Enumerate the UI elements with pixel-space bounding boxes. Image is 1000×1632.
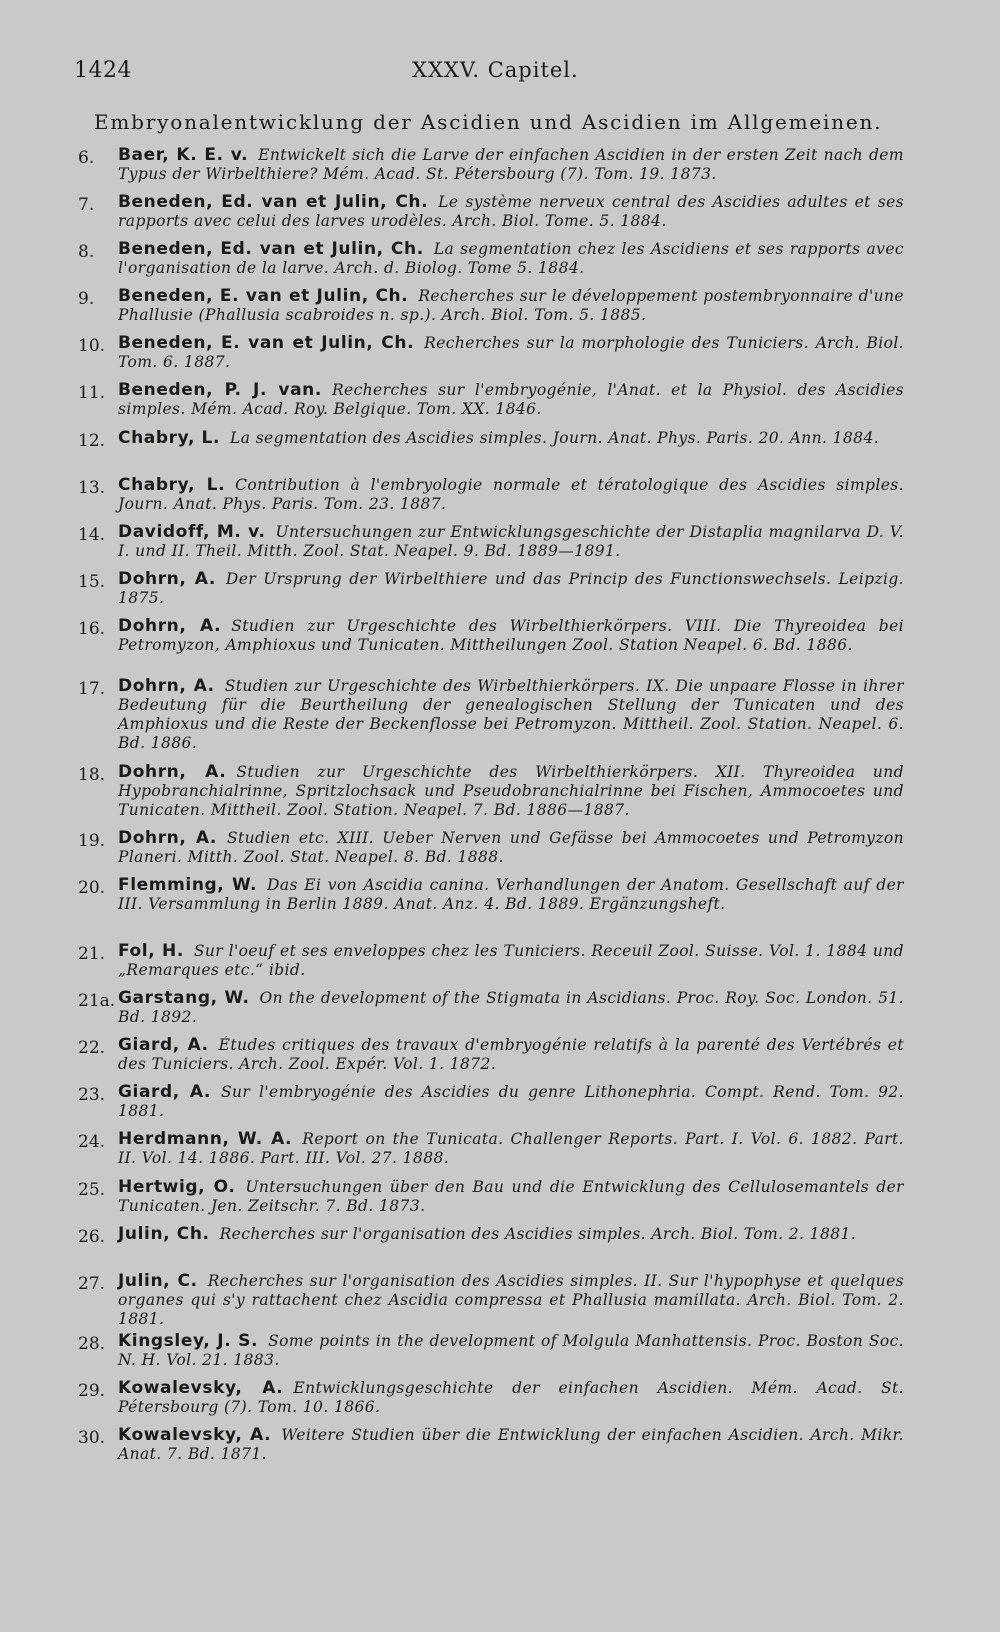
- reference-number: 10.: [78, 336, 106, 357]
- reference-entry: [78, 942, 904, 989]
- reference-author: Julin, Ch.: [118, 1224, 210, 1244]
- reference-author: Dohrn, A.: [118, 616, 222, 636]
- reference-entry: [78, 1083, 904, 1130]
- reference-number: 26.: [78, 1226, 106, 1247]
- reference-author: Dohrn, A.: [118, 828, 217, 848]
- reference-text: On the development of the Stigmata in Ascidians. Proc. Roy. Soc. London. 51. Bd. 1892.: [118, 989, 904, 1027]
- reference-author: Dohrn, A.: [118, 762, 227, 782]
- reference-number: 30.: [78, 1427, 106, 1448]
- reference-text: La segmentation chez les Ascidiens et ses rapports avec l'organisation de la larve. Arch. d. Biolog. Tome 5. 1884.: [118, 240, 904, 278]
- reference-entry: [78, 334, 904, 381]
- reference-entry: [78, 146, 904, 193]
- reference-entry: [78, 989, 904, 1036]
- reference-author: Beneden, Ed. van et Julin, Ch.: [118, 193, 429, 213]
- reference-number: 21.: [78, 944, 106, 965]
- reference-author: Kowalevsky, A.: [118, 1425, 272, 1445]
- reference-author: Beneden, E. van et Julin, Ch.: [118, 334, 415, 354]
- reference-author: Davidoff, M. v.: [118, 522, 266, 542]
- reference-number: 9.: [78, 289, 95, 310]
- reference-text: Report on the Tunicata. Challenger Reports. Part. I. Vol. 6. 1882. Part. II. Vol. 14. 1886. Part. III. Vol. 27. 1888.: [118, 1130, 904, 1168]
- reference-entry: [78, 1036, 904, 1083]
- reference-text: Contribution à l'embryologie normale et tératologique des Ascidies simples. Journ. Anat. Phys. Paris. Tom. 23. 1887.: [118, 475, 904, 513]
- reference-entry: [78, 240, 904, 287]
- reference-text: Recherches sur la morphologie des Tuniciers. Arch. Biol. Tom. 6. 1887.: [118, 334, 904, 372]
- reference-entry: [78, 570, 904, 617]
- reference-author: Dohrn, A.: [118, 676, 215, 696]
- reference-author: Giard, A.: [118, 1036, 209, 1056]
- reference-number: 23.: [78, 1085, 106, 1106]
- reference-author: Beneden, P. J. van.: [118, 381, 322, 401]
- reference-text: Der Ursprung der Wirbelthiere und das Princip des Functionswechsels. Leipzig. 1875.: [118, 569, 904, 607]
- reference-entry: [78, 1130, 904, 1177]
- reference-entry: [78, 193, 904, 240]
- reference-text: Entwicklungsgeschichte der einfachen Ascidien. Mém. Acad. St. Pétersbourg (7). Tom. 10. 1866.: [118, 1378, 904, 1416]
- section-title: Embryonalentwicklung der Ascidien und Ascidien im Allgemeinen.: [94, 110, 883, 134]
- reference-author: Flemming, W.: [118, 876, 258, 896]
- reference-author: Beneden, Ed. van et Julin, Ch.: [118, 240, 424, 260]
- reference-text: Sur l'oeuf et ses enveloppes chez les Tuniciers. Receuil Zool. Suisse. Vol. 1. 1884 und „Remarques etc.“ ibid.: [118, 942, 904, 980]
- reference-text: Studien zur Urgeschichte des Wirbelthierkörpers. XII. Thyreoidea und Hypobranchialrinne, Spritzlochsack und Pseudobranchialrinne bei Fischen, Ammocoetes und Tunicaten. Mittheil. Zool. Station. Neapel. 7. Bd. 1886—1887.: [118, 762, 904, 819]
- chapter-title: XXXV. Capitel.: [412, 58, 579, 82]
- reference-number: 22.: [78, 1038, 106, 1059]
- reference-entry: [78, 476, 904, 523]
- reference-number: 6.: [78, 148, 95, 168]
- reference-text: Études critiques des travaux d'embryogénie relatifs à la parenté des Vertébrés et des Tuniciers. Arch. Zool. Expér. Vol. 1. 1872.: [118, 1036, 904, 1074]
- reference-text: Studien zur Urgeschichte des Wirbelthierkörpers. VIII. Die Thyreoidea bei Petromyzon, Amphioxus und Tunicaten. Mittheilungen Zool. Station Neapel. 6. Bd. 1886.: [118, 616, 904, 654]
- reference-number: 18.: [78, 764, 106, 785]
- reference-text: Weitere Studien über die Entwicklung der einfachen Ascidien. Arch. Mikr. Anat. 7. Bd. 1871.: [118, 1425, 904, 1463]
- reference-entry: [78, 1178, 904, 1225]
- reference-author: Fol, H.: [118, 942, 184, 962]
- reference-number: 29.: [78, 1380, 106, 1401]
- reference-author: Giard, A.: [118, 1083, 211, 1103]
- reference-number: 13.: [78, 477, 106, 498]
- reference-author: Hertwig, O.: [118, 1177, 236, 1197]
- reference-entry: [78, 829, 904, 876]
- reference-number: 8.: [78, 242, 95, 263]
- reference-entry: [78, 1426, 904, 1473]
- running-header: [0, 58, 1000, 92]
- reference-text: Recherches sur l'organisation des Ascidies simples. II. Sur l'hypophyse et quelques organes qui s'y rattachent chez Ascidia compressa et Phallusia mamillata. Arch. Biol. Tom. 2. 1881.: [118, 1271, 904, 1328]
- reference-text: Untersuchungen über den Bau und die Entwicklung des Cellulosemantels der Tunicaten. Jen. Zeitschr. 7. Bd. 1873.: [118, 1177, 904, 1215]
- reference-number: 24.: [78, 1132, 106, 1153]
- page-number: 1424: [74, 58, 132, 83]
- reference-text: Untersuchungen zur Entwicklungsgeschichte der Distaplia magnilarva D. V. I. und II. Theil. Mitth. Zool. Stat. Neapel. 9. Bd. 1889—1891.: [118, 522, 904, 560]
- reference-text: Recherches sur l'embryogénie, l'Anat. et la Physiol. des Ascidies simples. Mém. Acad. Roy. Belgique. Tom. XX. 1846.: [118, 381, 904, 419]
- reference-text: Das Ei von Ascidia canina. Verhandlungen der Anatom. Gesellschaft auf der III. Versammlung in Berlin 1889. Anat. Anz. 4. Bd. 1889. Ergänzungsheft.: [118, 876, 904, 914]
- reference-text: Studien zur Urgeschichte des Wirbelthierkörpers. IX. Die unpaare Flosse in ihrer Bedeutung für die Beurtheilung der genealogischen Stellung der Tunicaten und des Amphioxus und die Reste der Beckenflosse bei Petromyzon. Mittheil. Zool. Station. Neapel. 6. Bd. 1886.: [118, 676, 904, 752]
- reference-entry: [78, 287, 904, 334]
- reference-entry: [78, 1272, 904, 1332]
- reference-number: 25.: [78, 1179, 106, 1200]
- reference-entry: [78, 763, 904, 829]
- reference-number: 15.: [78, 571, 106, 592]
- reference-entry: [78, 381, 904, 428]
- reference-number: 19.: [78, 830, 106, 851]
- reference-author: Chabry, L.: [118, 475, 226, 495]
- reference-author: Garstang, W.: [118, 989, 250, 1009]
- reference-text: Sur l'embryogénie des Ascidies du genre Lithonephria. Compt. Rend. Tom. 92. 1881.: [118, 1083, 904, 1121]
- reference-number: 12.: [78, 430, 106, 451]
- reference-entry: [78, 617, 904, 677]
- reference-author: Dohrn, A.: [118, 569, 216, 589]
- reference-number: 28.: [78, 1333, 106, 1354]
- reference-number: 27.: [78, 1273, 106, 1294]
- reference-list: [78, 146, 904, 1473]
- reference-entry: [78, 1332, 904, 1379]
- reference-author: Kingsley, J. S.: [118, 1331, 259, 1351]
- reference-number: 7.: [78, 195, 95, 216]
- reference-text: Studien etc. XIII. Ueber Nerven und Gefässe bei Ammocoetes und Petromyzon Planeri. Mitth. Zool. Stat. Neapel. 8. Bd. 1888.: [118, 828, 904, 866]
- reference-author: Kowalevsky, A.: [118, 1378, 284, 1398]
- reference-author: Julin, C.: [118, 1271, 198, 1291]
- reference-entry: [78, 523, 904, 570]
- reference-text: Recherches sur le développement postembryonnaire d'une Phallusie (Phallusia scabroides n. sp.). Arch. Biol. Tom. 5. 1885.: [118, 287, 904, 325]
- reference-entry: [78, 429, 904, 476]
- reference-text: Recherches sur l'organisation des Ascidies simples. Arch. Biol. Tom. 2. 1881.: [219, 1224, 857, 1243]
- reference-author: Baer, K. E. v.: [118, 146, 249, 165]
- reference-number: 20.: [78, 878, 106, 899]
- reference-author: Herdmann, W. A.: [118, 1130, 293, 1150]
- reference-entry: [78, 677, 904, 763]
- reference-text: La segmentation des Ascidies simples. Journ. Anat. Phys. Paris. 20. Ann. 1884.: [230, 428, 880, 447]
- reference-text: Some points in the development of Molgula Manhattensis. Proc. Boston Soc. N. H. Vol. 21. 1883.: [118, 1331, 904, 1369]
- reference-number: 16.: [78, 618, 106, 639]
- reference-number: 11.: [78, 383, 106, 404]
- reference-author: Chabry, L.: [118, 428, 221, 448]
- reference-text: Le système nerveux central des Ascidies adultes et ses rapports avec celui des larves urodèles. Arch. Biol. Tome. 5. 1884.: [118, 193, 904, 231]
- reference-number: 17.: [78, 678, 106, 699]
- reference-entry: [78, 1379, 904, 1426]
- reference-entry: [78, 876, 904, 942]
- reference-text: Entwickelt sich die Larve der einfachen Ascidien in der ersten Zeit nach dem Typus der Wirbelthiere? Mém. Acad. St. Pétersbourg (7). Tom. 19. 1873.: [118, 146, 904, 183]
- reference-number: 14.: [78, 524, 106, 545]
- reference-entry: [78, 1225, 904, 1272]
- reference-author: Beneden, E. van et Julin, Ch.: [118, 287, 409, 307]
- reference-number: 21a.: [78, 991, 116, 1012]
